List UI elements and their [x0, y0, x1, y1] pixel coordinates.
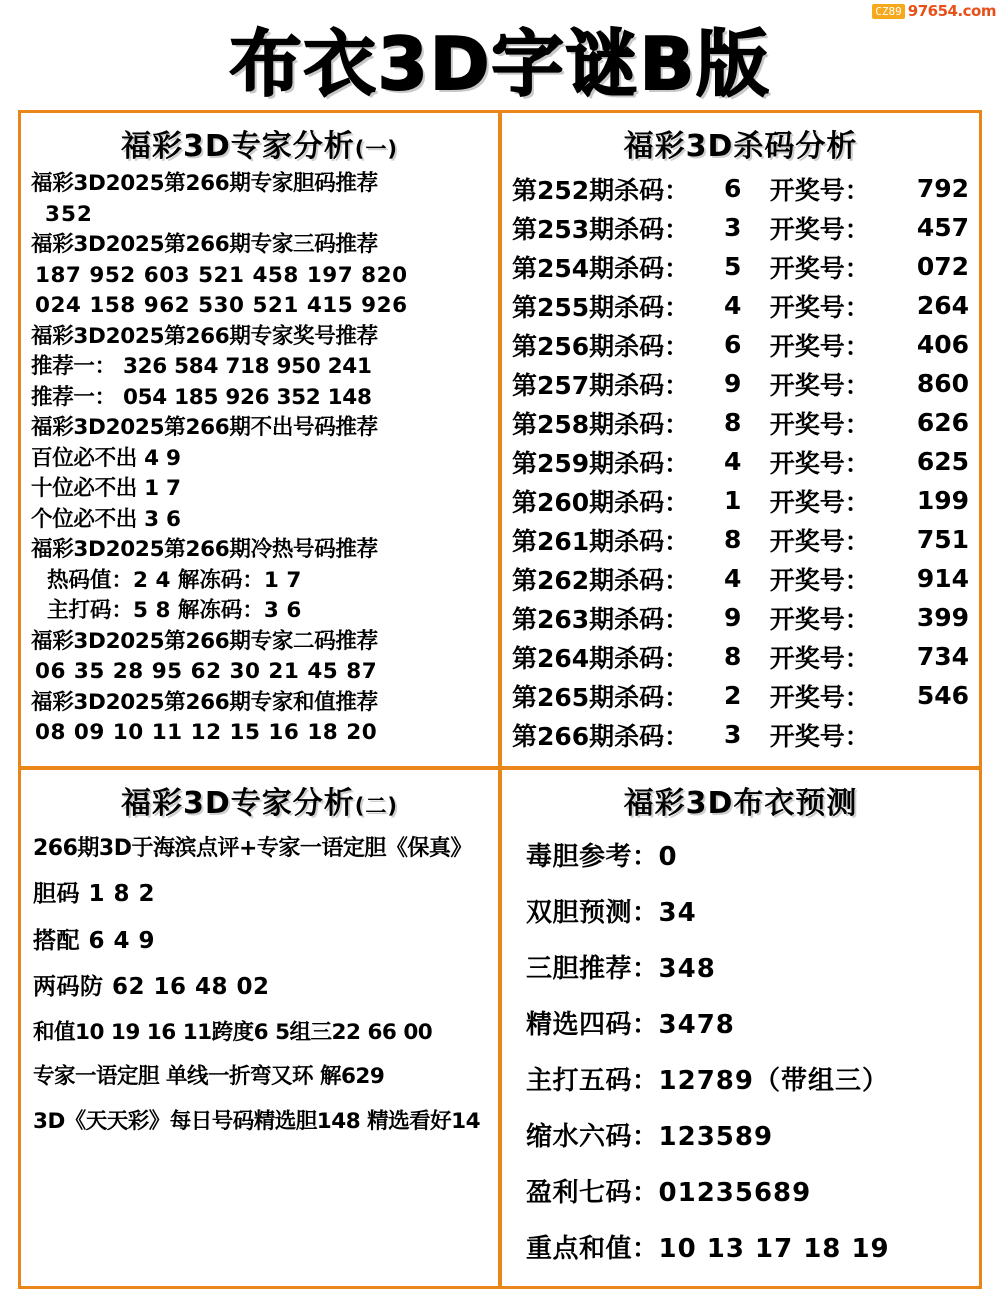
block-header: 福彩3D2025第266期专家胆码推荐: [31, 171, 378, 196]
kill-issue: 第264期杀码：: [512, 643, 690, 673]
buyi-value: 10 13 17 18 19: [658, 1233, 890, 1264]
expert-2-row: 专家一语定胆 单线一折弯又环 解629: [33, 1064, 385, 1090]
kill-issue: 第261期杀码：: [512, 526, 690, 556]
panel-title-expert-1-main: 福彩3D专家分析: [121, 129, 355, 164]
expert-2-row: 3D《天天彩》每日号码精选胆148 精选看好14: [33, 1109, 481, 1135]
buyi-row: [512, 882, 969, 938]
kill-value: 4: [724, 291, 742, 320]
buyi-row: [512, 1106, 969, 1162]
block-row: 024 158 962 530 521 415 926: [35, 293, 408, 319]
block-row: 百位必不出 4 9: [31, 445, 181, 471]
panel-kill-analysis: [500, 110, 982, 768]
block-row: 十位必不出 1 7: [31, 476, 181, 502]
panel-title-expert-2: [31, 778, 488, 822]
open-label: 开奖号：: [769, 682, 870, 712]
kill-value: 3: [724, 720, 742, 749]
buyi-label: 重点和值：: [526, 1233, 659, 1264]
panel-title-expert-1: [31, 121, 488, 165]
table-row: [512, 208, 969, 247]
open-label: 开奖号：: [769, 409, 870, 439]
buyi-row: [512, 826, 969, 882]
open-value: 072: [916, 252, 969, 281]
kill-value: 8: [724, 408, 742, 437]
kill-value: 8: [724, 525, 742, 554]
table-row: [512, 676, 969, 715]
content-grid: [18, 110, 982, 1289]
kill-issue: 第256期杀码：: [512, 331, 690, 361]
block-row: 08 09 10 11 12 15 16 18 20: [35, 720, 378, 746]
kill-issue: 第262期杀码：: [512, 565, 690, 595]
buyi-label: 缩水六码：: [526, 1121, 659, 1152]
kill-value: 4: [724, 564, 742, 593]
kill-issue: 第263期杀码：: [512, 604, 690, 634]
table-row: [512, 715, 969, 754]
buyi-value: 123589: [658, 1121, 774, 1152]
block-row: 主打码：5 8 解冻码：3 6: [47, 598, 302, 624]
buyi-label: 三胆推荐：: [526, 953, 659, 984]
open-value: 751: [916, 525, 969, 554]
kill-value: 9: [724, 369, 742, 398]
panel-expert-analysis-2: [18, 768, 500, 1289]
block-row: 个位必不出 3 6: [31, 506, 181, 532]
open-label: 开奖号：: [769, 721, 870, 751]
buyi-row: [512, 1050, 969, 1106]
table-row: [512, 403, 969, 442]
buyi-value: 0: [658, 841, 678, 872]
kill-issue: 第252期杀码：: [512, 175, 690, 205]
expert-2-body: [31, 826, 488, 1145]
expert-2-row: 266期3D于海滨点评+专家一语定胆《保真》: [33, 836, 472, 861]
open-value: 264: [916, 291, 969, 320]
buyi-row: [512, 938, 969, 994]
kill-issue: 第257期杀码：: [512, 370, 690, 400]
buyi-label: 精选四码：: [526, 1009, 659, 1040]
block-header: 福彩3D2025第266期专家奖号推荐: [31, 323, 378, 349]
open-value: 457: [916, 213, 969, 242]
buyi-body: [512, 826, 969, 1274]
table-row: [512, 520, 969, 559]
kill-issue: 第253期杀码：: [512, 214, 690, 244]
buyi-value: 34: [658, 897, 697, 928]
buyi-value: 01235689: [658, 1177, 812, 1208]
kill-value: 5: [724, 252, 742, 281]
kill-issue: 第258期杀码：: [512, 409, 690, 439]
open-value: 546: [916, 681, 969, 710]
table-row: [512, 325, 969, 364]
panel-title-expert-2-main: 福彩3D专家分析: [121, 786, 355, 821]
open-label: 开奖号：: [769, 643, 870, 673]
kill-issue: 第255期杀码：: [512, 292, 690, 322]
table-row: [512, 364, 969, 403]
kill-issue: 第265期杀码：: [512, 682, 690, 712]
buyi-row: [512, 1162, 969, 1218]
block-header: 福彩3D2025第266期专家三码推荐: [31, 232, 378, 258]
table-row: [512, 247, 969, 286]
table-row: [512, 286, 969, 325]
open-label: 开奖号：: [769, 565, 870, 595]
kill-value: 1: [724, 486, 742, 515]
kill-issue: 第260期杀码：: [512, 487, 690, 517]
open-label: 开奖号：: [769, 292, 870, 322]
buyi-row: [512, 994, 969, 1050]
open-value: 792: [916, 174, 969, 203]
open-value: 914: [916, 564, 969, 593]
block-header: 福彩3D2025第266期冷热号码推荐: [31, 537, 378, 563]
open-label: 开奖号：: [769, 253, 870, 283]
block-row: 推荐一： 054 185 926 352 148: [31, 384, 372, 410]
block-header: 福彩3D2025第266期不出号码推荐: [31, 415, 378, 441]
kill-issue: 第254期杀码：: [512, 253, 690, 283]
block-header: 福彩3D2025第266期专家和值推荐: [31, 689, 378, 715]
kill-value: 6: [724, 174, 742, 203]
table-row: [512, 559, 969, 598]
open-label: 开奖号：: [769, 448, 870, 478]
panel-title-kill: 福彩3D杀码分析: [623, 129, 858, 164]
block-row: 06 35 28 95 62 30 21 45 87: [35, 659, 378, 685]
open-value: 199: [916, 486, 969, 515]
open-label: 开奖号：: [769, 214, 870, 244]
open-value: [883, 715, 969, 754]
block-row: 推荐一： 326 584 718 950 241: [31, 354, 372, 380]
open-label: 开奖号：: [769, 604, 870, 634]
panel-title-buyi: 福彩3D布衣预测: [623, 786, 858, 821]
panel-expert-analysis-1: [18, 110, 500, 768]
page-title: 布衣3D字谜B版: [229, 22, 771, 106]
buyi-value: 12789（带组三）: [658, 1065, 889, 1096]
table-row: [512, 442, 969, 481]
kill-value: 6: [724, 330, 742, 359]
watermark-tag: CZ89: [872, 4, 905, 19]
kill-value: 3: [724, 213, 742, 242]
open-label: 开奖号：: [769, 331, 870, 361]
buyi-row: [512, 1218, 969, 1274]
kill-issue: 第259期杀码：: [512, 448, 690, 478]
expert-2-row: 两码防 62 16 48 02: [33, 974, 270, 1001]
buyi-label: 双胆预测：: [526, 897, 659, 928]
block-row: 热码值：2 4 解冻码：1 7: [47, 567, 302, 593]
block-row: 352: [45, 201, 93, 227]
table-row: [512, 481, 969, 520]
block-row: 187 952 603 521 458 197 820: [35, 262, 408, 288]
table-row: [512, 637, 969, 676]
watermark-site: 97654.com: [907, 2, 996, 20]
panel-title-expert-1-sub: (一): [354, 137, 398, 161]
kill-code-table: [512, 169, 969, 754]
buyi-label: 盈利七码：: [526, 1177, 659, 1208]
kill-value: 4: [724, 447, 742, 476]
buyi-label: 毒胆参考：: [526, 841, 659, 872]
kill-value: 8: [724, 642, 742, 671]
buyi-value: 348: [658, 953, 716, 984]
open-value: 626: [916, 408, 969, 437]
expert-1-body: [31, 169, 488, 749]
table-row: [512, 598, 969, 637]
kill-value: 2: [724, 681, 742, 710]
open-label: 开奖号：: [769, 370, 870, 400]
expert-2-row: 胆码 1 8 2: [33, 881, 156, 908]
kill-issue: 第266期杀码：: [512, 721, 690, 751]
open-label: 开奖号：: [769, 487, 870, 517]
table-row: [512, 169, 969, 208]
expert-2-row: 和值10 19 16 11跨度6 5组三22 66 00: [33, 1019, 433, 1045]
expert-2-row: 搭配 6 4 9: [33, 927, 156, 954]
watermark: [872, 2, 996, 20]
open-value: 734: [916, 642, 969, 671]
buyi-label: 主打五码：: [526, 1065, 659, 1096]
panel-buyi-prediction: [500, 768, 982, 1289]
open-label: 开奖号：: [769, 175, 870, 205]
buyi-value: 3478: [658, 1009, 735, 1040]
kill-value: 9: [724, 603, 742, 632]
open-label: 开奖号：: [769, 526, 870, 556]
open-value: 399: [916, 603, 969, 632]
block-header: 福彩3D2025第266期专家二码推荐: [31, 628, 378, 654]
open-value: 860: [916, 369, 969, 398]
open-value: 406: [916, 330, 969, 359]
panel-title-expert-2-sub: (二): [354, 794, 398, 818]
open-value: 625: [916, 447, 969, 476]
